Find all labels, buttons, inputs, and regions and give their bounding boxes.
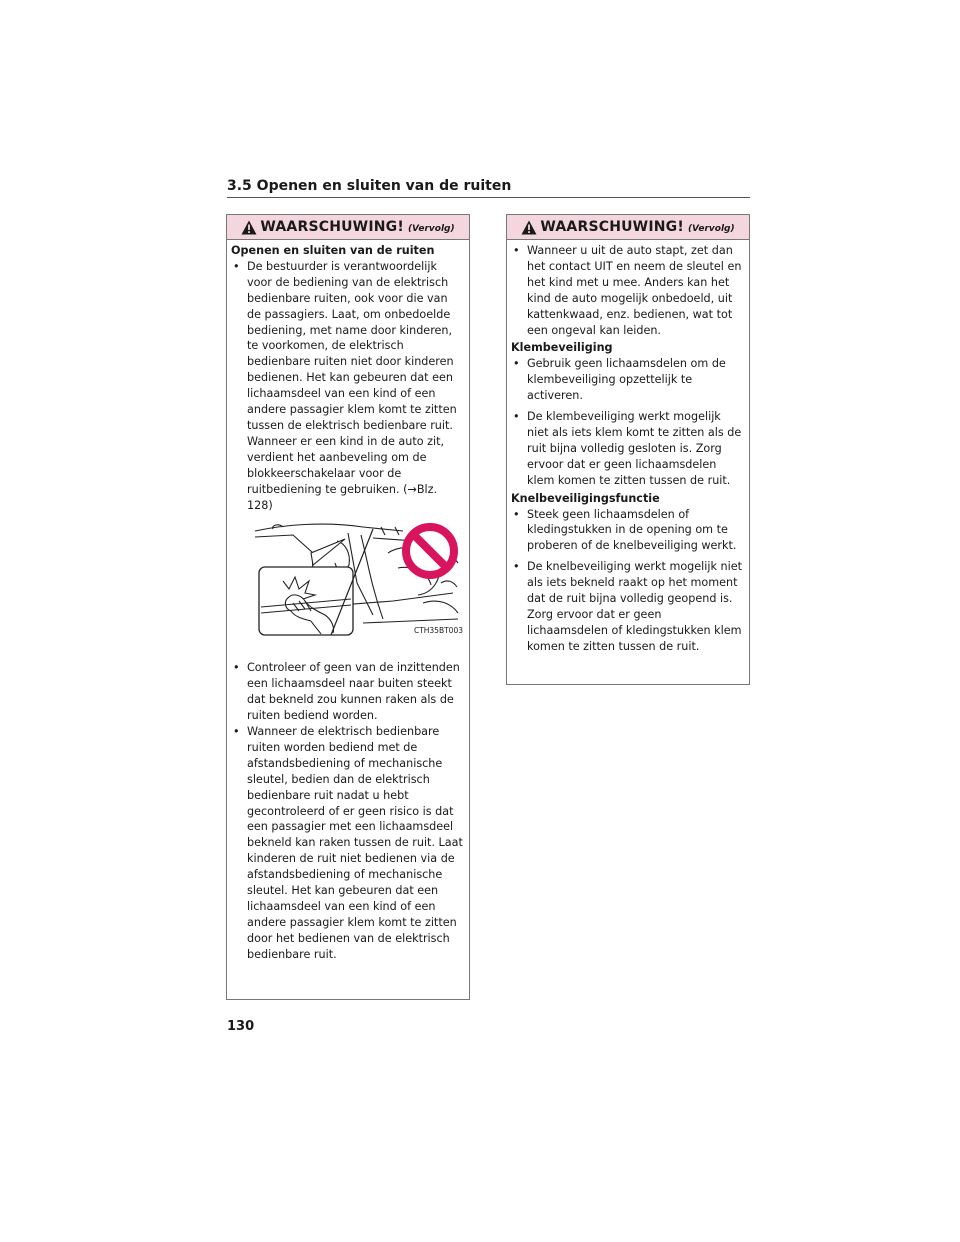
subsection-heading: Klembeveiliging	[511, 341, 613, 355]
section-header: 3.5 Openen en sluiten van de ruiten	[227, 178, 750, 198]
bullet-item: • De klembeveiliging werkt mogelijk niet als iets klem komt te zitten als de ruit bijna volledig gesloten is. Zorg ervoor dat er geen lichaamsdelen klem komen te zitten tussen de ruit.	[513, 410, 742, 487]
bullet-item: • De bestuurder is verantwoordelijk voor de bediening van de elektrisch bedienbare ruiten, ook voor die van de passagiers. Laat, om onbedoelde bediening, met name door kinderen, te voorkomen, de elektrisch bedienbare ruiten niet door kinderen bedienen. Het kan gebeuren dat een lichaamsdeel van een kind of een andere passagier klem komt te zitten tussen de elektrisch bedienbare ruit. Wanneer er een kind in de auto zit, verdient het aanbeveling om de blokkeerschakelaar voor de ruitbediening te gebruiken. (→Blz. 128)	[233, 259, 457, 512]
figure-code: CTH35BT003	[413, 625, 463, 635]
warning-content	[227, 240, 469, 963]
warning-title: WAARSCHUWING!	[540, 219, 684, 235]
warning-continued: (Vervolg)	[687, 223, 735, 234]
warning-content	[507, 240, 749, 655]
bullet-item: • Controleer of geen van de inzittenden een lichaamsdeel naar buiten steekt dat bekneld zou kunnen raken als de ruiten bediend worden.	[233, 661, 460, 723]
warning-title-bar	[227, 215, 469, 240]
bullet-item: • Gebruik geen lichaamsdelen om de klembeveiliging opzettelijk te activeren.	[513, 357, 726, 403]
warning-title: WAARSCHUWING!	[260, 219, 404, 235]
warning-box-right	[506, 214, 750, 685]
prohibited-sign-icon	[406, 527, 454, 575]
warning-box-left	[226, 214, 470, 1000]
bullet-item: • De knelbeveiliging werkt mogelijk niet als iets bekneld raakt op het moment dat de ruit bijna volledig geopend is. Zorg ervoor dat er geen lichaamsdelen of kledingstukken klem komen te zitten tussen de ruit.	[513, 560, 742, 653]
warning-triangle-icon	[241, 220, 257, 235]
warning-continued: (Vervolg)	[407, 223, 455, 234]
warning-triangle-icon	[521, 220, 537, 235]
illustration-hand-trapped	[253, 523, 463, 638]
subsection-heading: Openen en sluiten van de ruiten	[231, 244, 435, 257]
bullet-item: • Steek geen lichaamsdelen of kledingstukken in de opening om te proberen of de knelbeveiliging werkt.	[513, 507, 737, 553]
page-number: 130	[227, 1019, 255, 1034]
warning-title-bar	[507, 215, 749, 240]
bullet-item: • Wanneer de elektrisch bedienbare ruiten worden bediend met de afstandsbediening of mechanische sleutel, bedien dan de elektrisch bedienbare ruit nadat u hebt gecontroleerd of er geen risico is dat een passagier met een lichaamsdeel bekneld kan raken tussen de ruit. Laat kinderen de ruit niet bedienen via de afstandsbediening of mechanische sleutel. Het kan gebeuren dat een lichaamsdeel van een kind of een andere passagier klem komt te zitten door het bedienen van de elektrisch bedienbare ruit.	[233, 725, 463, 961]
subsection-heading: Knelbeveiligingsfunctie	[511, 491, 660, 505]
window-hazard-illustration	[253, 523, 463, 638]
bullet-item: • Wanneer u uit de auto stapt, zet dan het contact UIT en neem de sleutel en het kind met u mee. Anders kan het kind de auto mogelijk onbedoeld, uit kattenkwaad, enz. bedienen, wat tot een ongeval kan leiden.	[513, 244, 742, 337]
